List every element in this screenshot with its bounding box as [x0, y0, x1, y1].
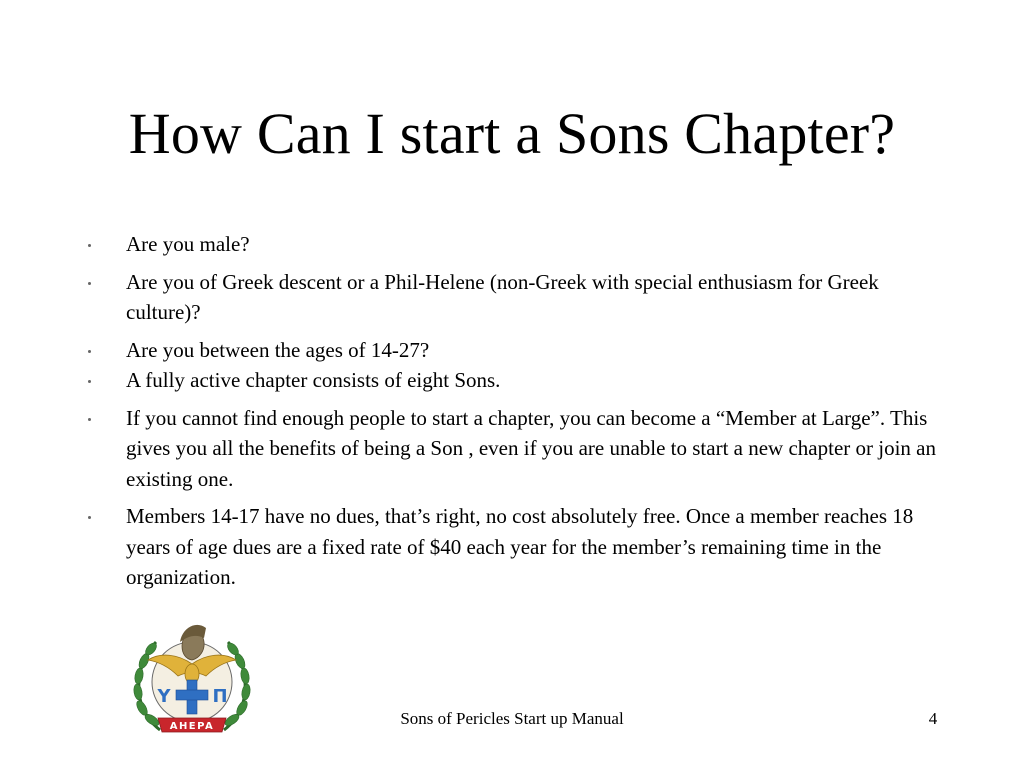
bullet-list [126, 229, 936, 593]
page-number: 4 [928, 709, 938, 728]
bullet-text: If you cannot find enough people to start a chapter, you can become a “Member at Large”. This gives you all the benefits of being a Son , even if you are unable to start a new chapter or join an existing one. [126, 405, 936, 491]
bullet-item [126, 403, 936, 495]
bullet-text: Are you between the ages of 14-27? [126, 337, 430, 362]
slide-title: How Can I start a Sons Chapter? [128, 101, 896, 166]
bullet-dot-icon [88, 244, 91, 247]
bullet-dot-icon [88, 380, 91, 383]
footer-text: Sons of Pericles Start up Manual [400, 709, 624, 728]
bullet-text: A fully active chapter consists of eight Sons. [126, 368, 501, 392]
bullet-item [126, 365, 936, 396]
bullet-dot-icon [88, 516, 91, 519]
bullet-item [126, 501, 936, 593]
bullet-item [126, 267, 936, 328]
bullet-dot-icon [88, 282, 91, 285]
bullet-item [126, 229, 936, 260]
bullet-dot-icon [88, 418, 91, 421]
bullet-dot-icon [88, 350, 91, 353]
emblem-banner-text: AHEPA [169, 721, 215, 732]
bullet-text: Are you of Greek descent or a Phil-Helene (non-Greek with special enthusiasm for Greek culture)? [126, 269, 879, 324]
emblem-letter-left: Υ [157, 686, 171, 707]
bullet-text: Members 14-17 have no dues, that’s right, no cost absolutely free. Once a member reaches 18 years of age dues are a fixed rate of $40 each year for the member’s remaining time in the organization. [126, 504, 914, 589]
emblem-letter-right: Π [212, 686, 228, 707]
bullet-item [126, 335, 936, 366]
bullet-text: Are you male? [126, 232, 250, 256]
